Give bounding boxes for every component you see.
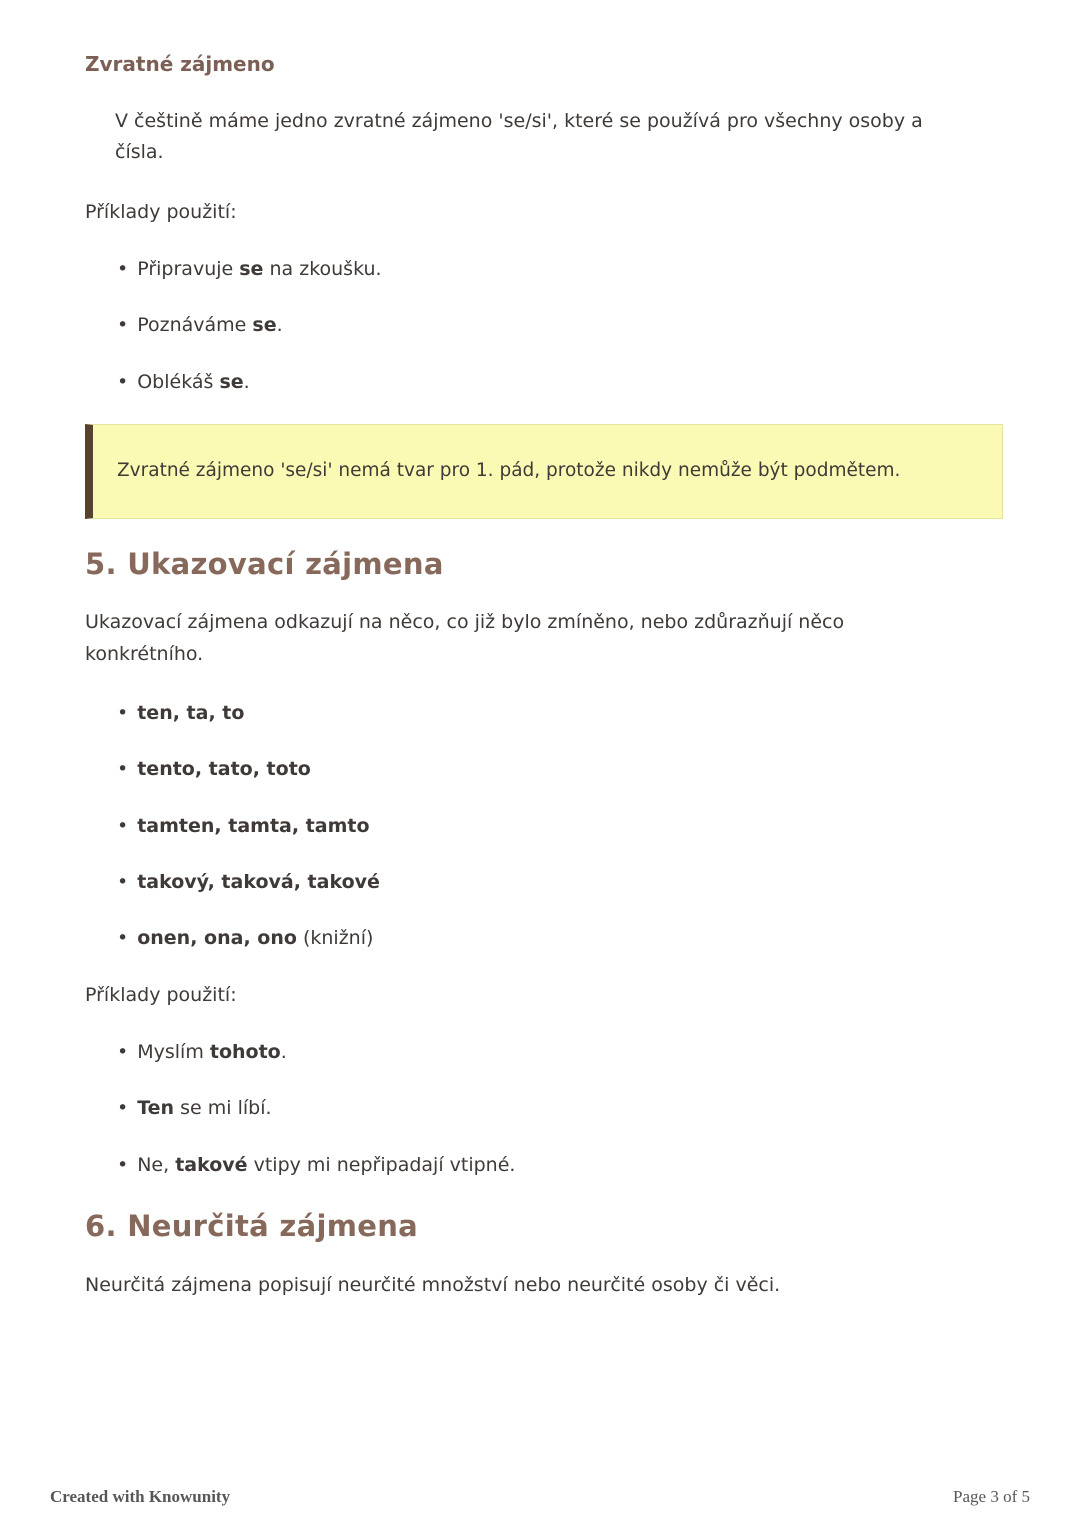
item-text-bold: tento, tato, toto <box>137 758 311 781</box>
note-callout <box>85 424 1003 519</box>
indefinite-intro-paragraph: Neurčitá zájmena popisují neurčité množství nebo neurčité osoby či věci. <box>85 1273 781 1296</box>
list-item <box>117 254 1003 285</box>
bullet-marker: • <box>117 1153 129 1176</box>
example-text-bold: se <box>219 370 244 393</box>
bullet-marker: • <box>117 1041 129 1064</box>
list-item <box>117 1093 1003 1124</box>
example-text-post: se mi líbí. <box>174 1097 272 1120</box>
bullet-marker: • <box>117 927 129 950</box>
list-item <box>117 310 1003 341</box>
bullet-marker: • <box>117 258 129 281</box>
reflexive-examples-list <box>85 254 1003 398</box>
bullet-marker: • <box>117 814 129 837</box>
item-text-bold: onen, ona, ono <box>137 927 297 950</box>
bullet-marker: • <box>117 1097 129 1120</box>
list-item <box>117 754 1003 785</box>
item-text-bold: ten, ta, to <box>137 702 245 725</box>
demonstrative-examples-list <box>85 1037 1003 1181</box>
bullet-marker: • <box>117 702 129 725</box>
example-text-bold: se <box>239 258 264 281</box>
example-text-bold: tohoto <box>209 1041 281 1064</box>
item-text-bold: tamten, tamta, tamto <box>137 814 370 837</box>
example-text-post: . <box>276 314 283 337</box>
bullet-marker: • <box>117 758 129 781</box>
item-text-bold: takový, taková, takové <box>137 871 380 894</box>
page-footer <box>50 1483 1030 1511</box>
demonstrative-intro-paragraph: Ukazovací zájmena odkazují na něco, co již bylo zmíněno, nebo zdůrazňují něco konkrétního. <box>85 611 845 665</box>
example-text-post: vtipy mi nepřipadají vtipné. <box>247 1153 516 1176</box>
example-text-post: . <box>243 370 250 393</box>
list-item <box>117 367 1003 398</box>
example-text-bold: Ten <box>137 1097 175 1120</box>
demonstrative-examples-label: Příklady použití: <box>85 983 237 1006</box>
list-item <box>117 698 1003 729</box>
bullet-marker: • <box>117 370 129 393</box>
example-text-post: na zkoušku. <box>263 258 382 281</box>
section-heading-demonstrative: 5. Ukazovací zájmena <box>85 546 444 581</box>
footer-branding: Created with Knowunity <box>50 1486 231 1506</box>
bullet-marker: • <box>117 314 129 337</box>
section-heading-indefinite: 6. Neurčitá zájmena <box>85 1209 419 1244</box>
list-item <box>117 811 1003 842</box>
reflexive-intro-paragraph: V češtině máme jedno zvratné zájmeno 'se/si', které se používá pro všechny osoby a čísla. <box>115 110 923 164</box>
example-text-bold: takové <box>175 1153 248 1176</box>
bullet-marker: • <box>117 871 129 894</box>
item-text-post: (knižní) <box>296 927 374 950</box>
demonstrative-items-list <box>85 698 1003 955</box>
example-text-pre: Ne, <box>137 1153 176 1176</box>
example-text-pre: Připravuje <box>137 258 240 281</box>
example-text-bold: se <box>252 314 277 337</box>
footer-page-number: Page 3 of 5 <box>953 1486 1030 1506</box>
example-text-pre: Oblékáš <box>137 370 220 393</box>
list-item <box>117 923 1003 954</box>
subheading-reflexive-pronoun: Zvratné zájmeno <box>85 52 275 76</box>
example-text-post: . <box>280 1041 287 1064</box>
list-item <box>117 1150 1003 1181</box>
reflexive-examples-label: Příklady použití: <box>85 200 237 223</box>
list-item <box>117 867 1003 898</box>
example-text-pre: Poznáváme <box>137 314 253 337</box>
note-callout-text: Zvratné zájmeno 'se/si' nemá tvar pro 1. pád, protože nikdy nemůže být podmětem. <box>117 460 901 482</box>
list-item <box>117 1037 1003 1068</box>
example-text-pre: Myslím <box>137 1041 210 1064</box>
